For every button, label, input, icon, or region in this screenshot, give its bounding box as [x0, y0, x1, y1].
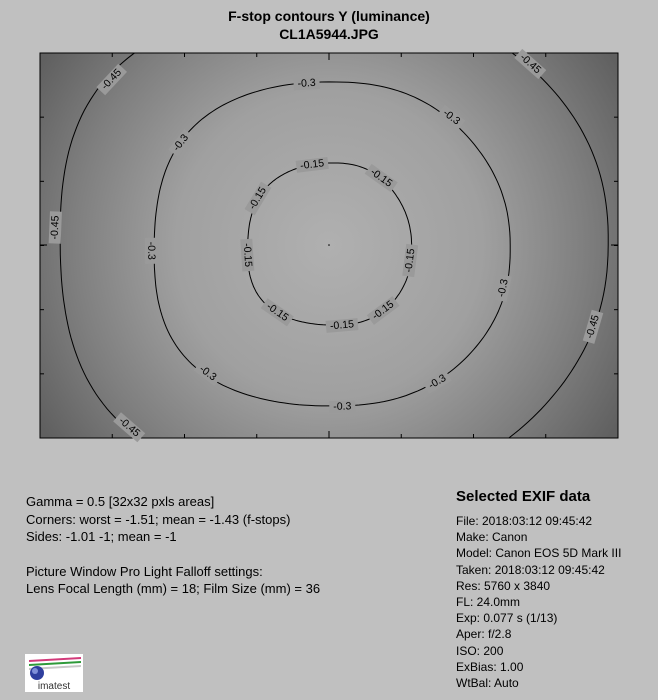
contour-label: -0.45 — [517, 51, 544, 77]
exif-exp: Exp: 0.077 s (1/13) — [456, 611, 558, 626]
contour-label: -0.15 — [240, 242, 255, 268]
contour-label: -0.3 — [333, 400, 352, 413]
info-panel — [26, 493, 320, 598]
center-point — [328, 244, 330, 246]
contour-label: -0.3 — [145, 241, 158, 260]
contour-label: -0.15 — [369, 298, 397, 323]
exif-fl: FL: 24.0mm — [456, 595, 521, 610]
contour-label: -0.45 — [583, 313, 602, 340]
contour-label: -0.3 — [297, 76, 316, 90]
gamma-text: Gamma = 0.5 [32x32 pxls areas] — [26, 494, 215, 509]
exif-panel — [456, 513, 621, 691]
contour-label: -0.45 — [116, 414, 143, 440]
exif-make: Make: Canon — [456, 530, 528, 545]
imatest-logo — [25, 654, 83, 692]
contour-label: -0.3 — [170, 131, 192, 154]
contour-label: -0.3 — [440, 106, 463, 128]
exif-wtbal: WtBal: Auto — [456, 676, 519, 691]
exif-aper: Aper: f/2.8 — [456, 627, 512, 642]
contour-label: -0.15 — [329, 318, 355, 333]
contour-label: -0.15 — [246, 184, 270, 212]
settings-title: Picture Window Pro Light Falloff settings: — [26, 563, 263, 579]
contour-label: -0.45 — [98, 66, 125, 93]
exif-title: Selected EXIF data — [456, 488, 591, 505]
exif-exbias: ExBias: 1.00 — [456, 659, 524, 674]
contour-label: -0.3 — [495, 277, 511, 299]
chart-subtitle: CL1A5944.JPG — [279, 26, 379, 42]
contour-label: -0.15 — [264, 300, 291, 324]
settings-text: Lens Focal Length (mm) = 18; Film Size (mm) = 36 — [26, 581, 321, 596]
logo-text: imatest — [37, 681, 71, 692]
corners-text: Corners: worst = -1.51; mean = -1.43 (f-stops) — [26, 511, 291, 527]
exif-file: File: 2018:03:12 09:45:42 — [456, 514, 593, 528]
contour-label: -0.15 — [402, 247, 418, 274]
sides-text: Sides: -1.01 -1; mean = -1 — [26, 529, 177, 544]
contour-label: -0.3 — [196, 362, 219, 384]
chart-title: F-stop contours Y (luminance) — [228, 8, 430, 24]
exif-model: Model: Canon EOS 5D Mark III — [456, 546, 622, 561]
contour-label: -0.15 — [299, 157, 325, 173]
contour-label: -0.45 — [48, 215, 62, 240]
exif-res: Res: 5760 x 3840 — [456, 578, 551, 593]
contour-label: -0.3 — [426, 372, 449, 392]
contour-label: -0.15 — [368, 165, 395, 190]
exif-taken: Taken: 2018:03:12 09:45:42 — [456, 562, 605, 577]
exif-iso: ISO: 200 — [456, 643, 504, 658]
